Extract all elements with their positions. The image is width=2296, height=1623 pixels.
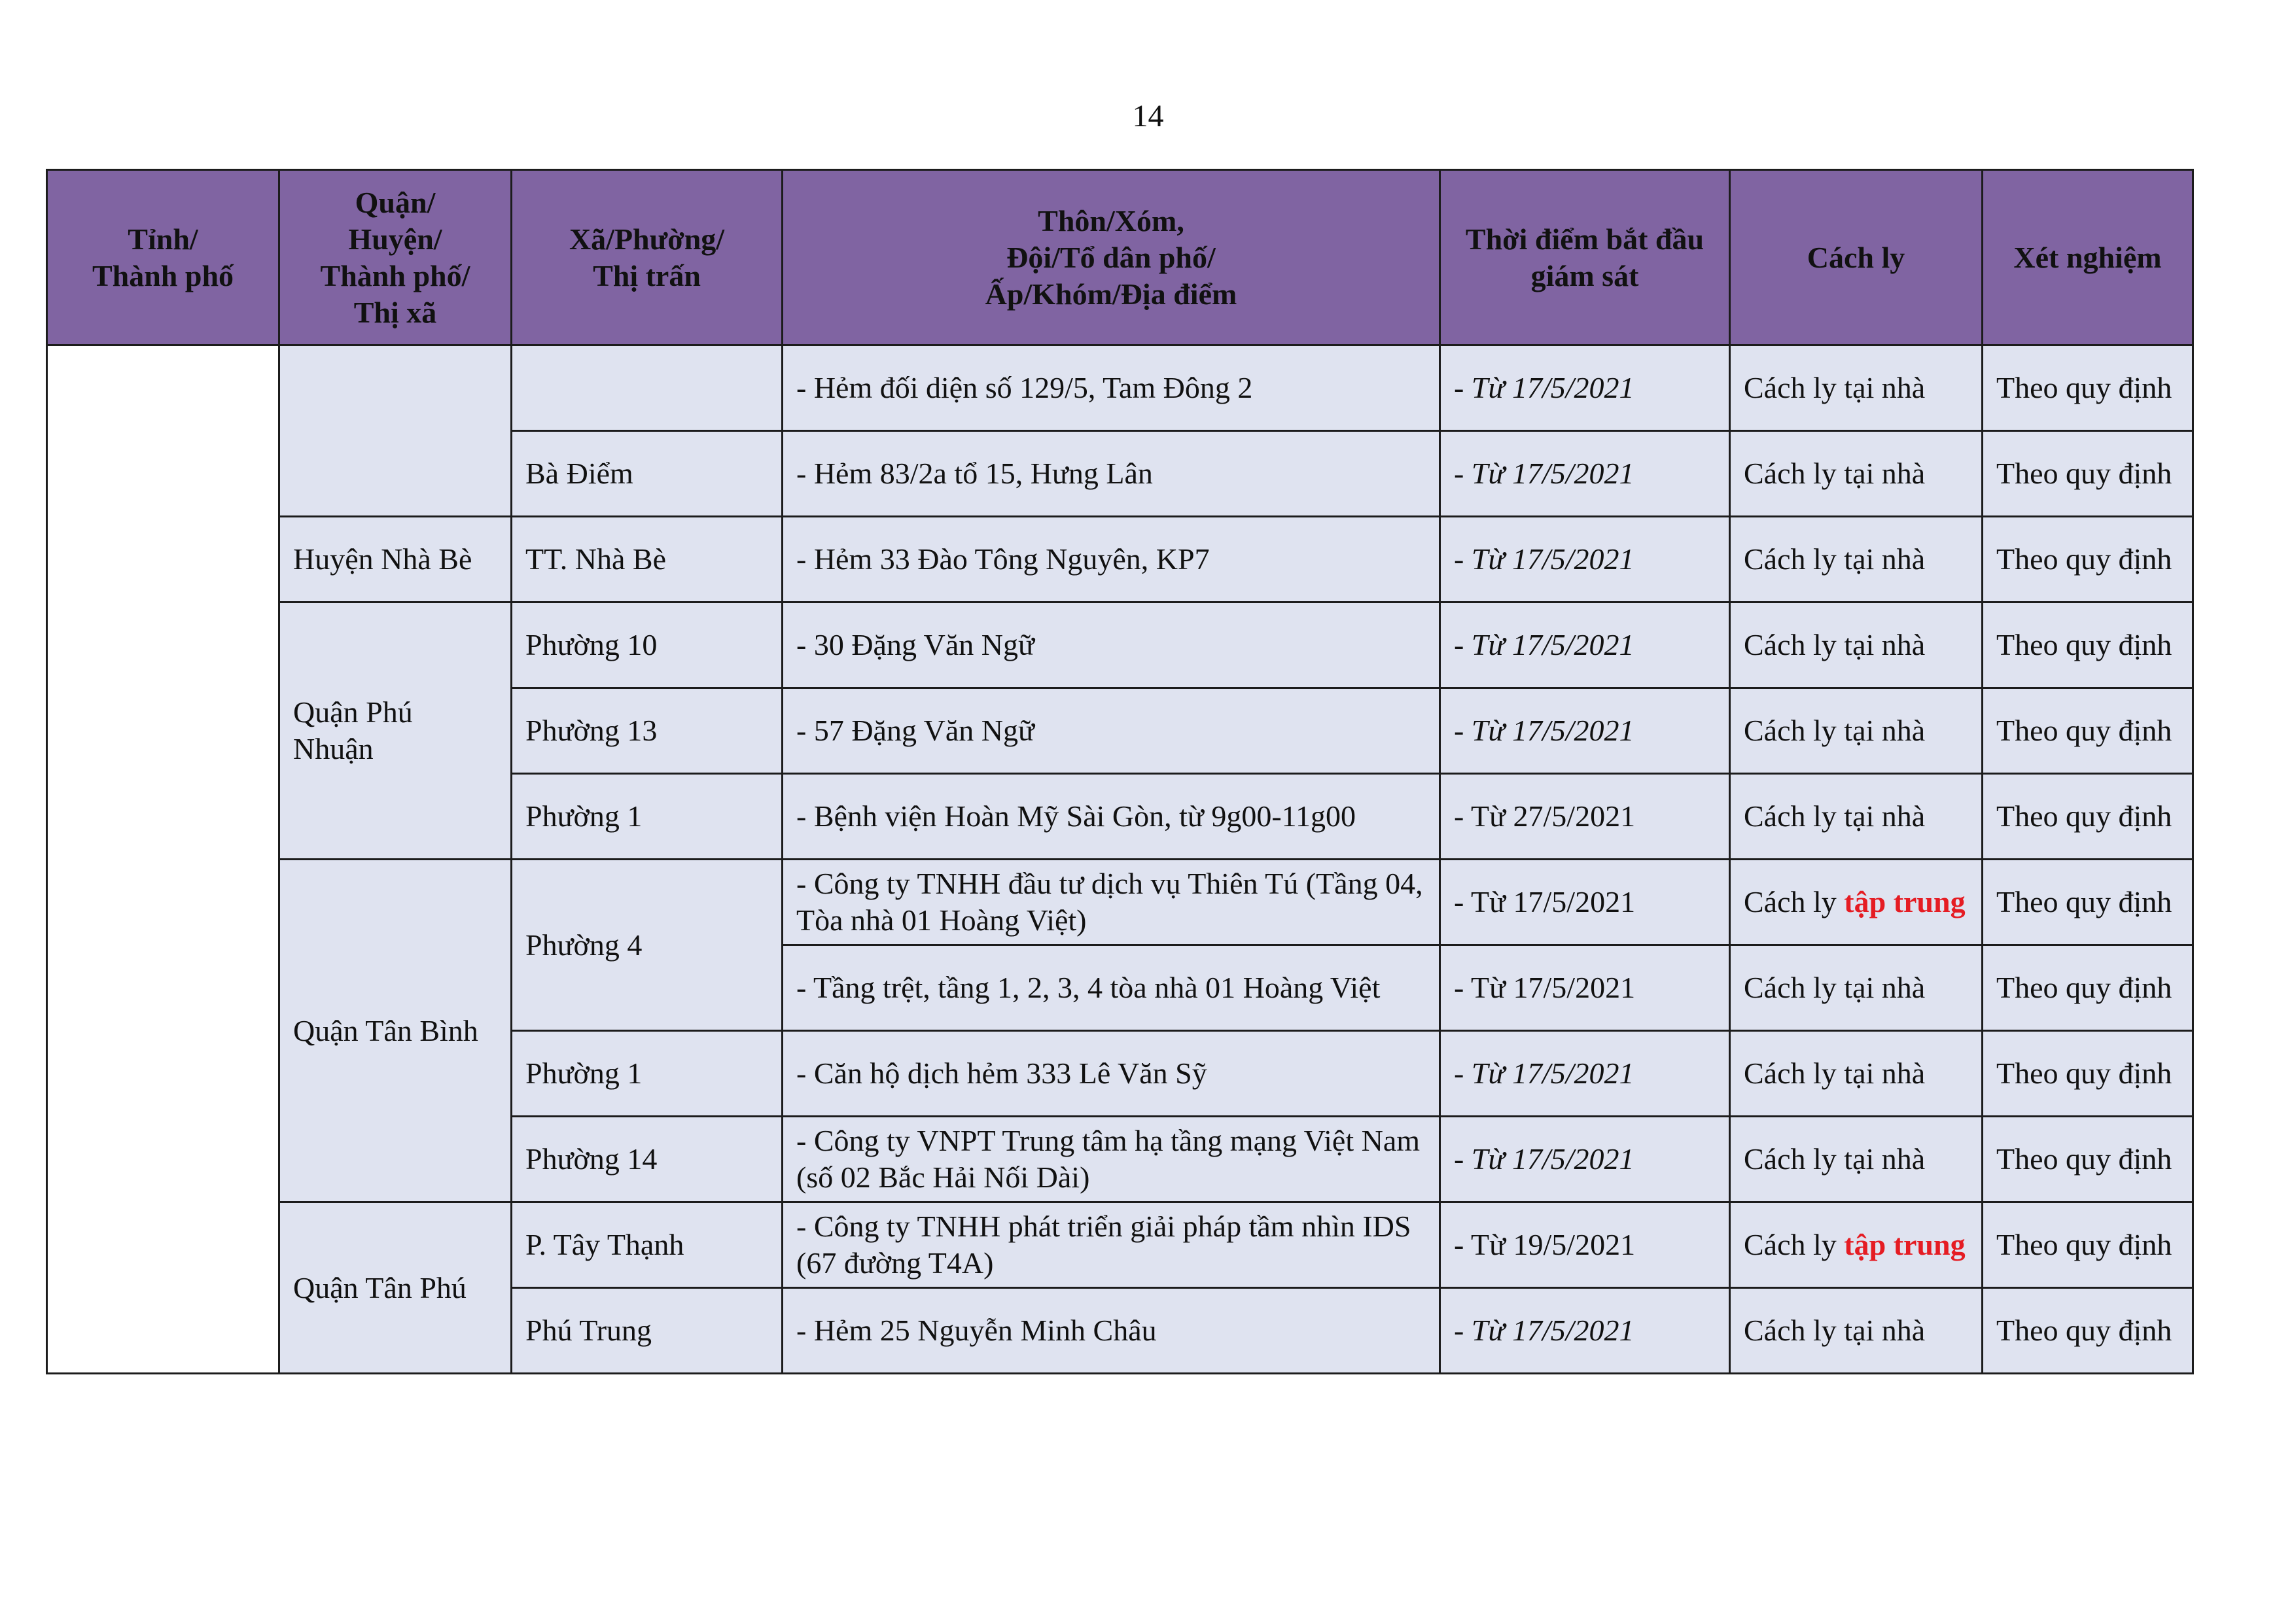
isolation-cell: Cách ly tại nhà [1730, 688, 1983, 774]
testing-cell: Theo quy định [1983, 345, 2193, 431]
testing-cell: Theo quy định [1983, 774, 2193, 860]
isolation-highlight: tập trung [1844, 885, 1966, 918]
header-location: Thôn/Xóm, Đội/Tổ dân phố/ Ấp/Khóm/Địa điểm [783, 170, 1440, 345]
location-cell: - Căn hộ dịch hẻm 333 Lê Văn Sỹ [783, 1031, 1440, 1117]
start-time-cell: - Từ 17/5/2021 [1440, 1031, 1730, 1117]
location-cell: - 57 Đặng Văn Ngữ [783, 688, 1440, 774]
start-time-cell: - Từ 17/5/2021 [1440, 602, 1730, 688]
district-cell [279, 345, 512, 517]
table-row [47, 517, 2193, 602]
page-number: 14 [1132, 99, 1164, 133]
province-cell [47, 345, 279, 1374]
header-ward: Xã/Phường/ Thị trấn [512, 170, 783, 345]
location-cell: - Hẻm 33 Đào Tông Nguyên, KP7 [783, 517, 1440, 602]
testing-cell: Theo quy định [1983, 1117, 2193, 1202]
location-cell: - Hẻm 25 Nguyễn Minh Châu [783, 1288, 1440, 1374]
location-cell: - Hẻm 83/2a tổ 15, Hưng Lân [783, 431, 1440, 517]
ward-cell: Phường 4 [512, 860, 783, 1031]
start-time-cell: - Từ 17/5/2021 [1440, 345, 1730, 431]
isolation-cell: Cách ly tại nhà [1730, 945, 1983, 1031]
district-cell: Huyện Nhà Bè [279, 517, 512, 602]
header-isolation: Cách ly [1730, 170, 1983, 345]
ward-cell: P. Tây Thạnh [512, 1202, 783, 1288]
isolation-cell: Cách ly tại nhà [1730, 602, 1983, 688]
ward-cell: Phú Trung [512, 1288, 783, 1374]
start-time-cell: - Từ 17/5/2021 [1440, 1288, 1730, 1374]
testing-cell: Theo quy định [1983, 860, 2193, 945]
isolation-prefix: Cách ly [1744, 1228, 1845, 1261]
table-row [47, 345, 2193, 431]
header-start-time: Thời điểm bắt đầu giám sát [1440, 170, 1730, 345]
district-cell: Quận Phú Nhuận [279, 602, 512, 860]
isolation-highlight: tập trung [1844, 1228, 1966, 1261]
district-cell: Quận Tân Bình [279, 860, 512, 1202]
header-district: Quận/ Huyện/ Thành phố/ Thị xã [279, 170, 512, 345]
location-cell: - Công ty TNHH đầu tư dịch vụ Thiên Tú (Tầng 04, Tòa nhà 01 Hoàng Việt) [783, 860, 1440, 945]
header-province: Tỉnh/ Thành phố [47, 170, 279, 345]
testing-cell: Theo quy định [1983, 602, 2193, 688]
isolation-cell: Cách ly tại nhà [1730, 345, 1983, 431]
testing-cell: Theo quy định [1983, 688, 2193, 774]
isolation-cell: Cách ly tại nhà [1730, 517, 1983, 602]
start-time-cell: - Từ 27/5/2021 [1440, 774, 1730, 860]
location-cell: - Bệnh viện Hoàn Mỹ Sài Gòn, từ 9g00-11g00 [783, 774, 1440, 860]
testing-cell: Theo quy định [1983, 1288, 2193, 1374]
table-row [47, 602, 2193, 688]
start-time-cell: - Từ 19/5/2021 [1440, 1202, 1730, 1288]
start-time-cell: - Từ 17/5/2021 [1440, 517, 1730, 602]
isolation-cell: Cách ly tại nhà [1730, 1031, 1983, 1117]
isolation-prefix: Cách ly [1744, 885, 1845, 918]
start-time-cell: - Từ 17/5/2021 [1440, 1117, 1730, 1202]
location-cell: - Công ty TNHH phát triển giải pháp tầm nhìn IDS (67 đường T4A) [783, 1202, 1440, 1288]
testing-cell: Theo quy định [1983, 431, 2193, 517]
ward-cell: Phường 10 [512, 602, 783, 688]
ward-cell: Phường 14 [512, 1117, 783, 1202]
isolation-cell: Cách ly tại nhà [1730, 1117, 1983, 1202]
monitoring-table [46, 169, 2194, 1374]
ward-cell: TT. Nhà Bè [512, 517, 783, 602]
ward-cell: Phường 13 [512, 688, 783, 774]
header-row [47, 170, 2193, 345]
table-row [47, 1202, 2193, 1288]
isolation-cell [1730, 860, 1983, 945]
ward-cell: Bà Điểm [512, 431, 783, 517]
location-cell: - Hẻm đối diện số 129/5, Tam Đông 2 [783, 345, 1440, 431]
ward-cell: Phường 1 [512, 1031, 783, 1117]
start-time-cell: - Từ 17/5/2021 [1440, 688, 1730, 774]
testing-cell: Theo quy định [1983, 517, 2193, 602]
ward-cell [512, 345, 783, 431]
ward-cell: Phường 1 [512, 774, 783, 860]
start-time-cell: - Từ 17/5/2021 [1440, 860, 1730, 945]
isolation-cell: Cách ly tại nhà [1730, 1288, 1983, 1374]
start-time-cell: - Từ 17/5/2021 [1440, 431, 1730, 517]
testing-cell: Theo quy định [1983, 1031, 2193, 1117]
isolation-cell: Cách ly tại nhà [1730, 431, 1983, 517]
isolation-cell [1730, 1202, 1983, 1288]
district-cell: Quận Tân Phú [279, 1202, 512, 1374]
table-row [47, 860, 2193, 945]
testing-cell: Theo quy định [1983, 1202, 2193, 1288]
location-cell: - Công ty VNPT Trung tâm hạ tầng mạng Việt Nam (số 02 Bắc Hải Nối Dài) [783, 1117, 1440, 1202]
start-time-cell: - Từ 17/5/2021 [1440, 945, 1730, 1031]
isolation-cell: Cách ly tại nhà [1730, 774, 1983, 860]
location-cell: - Tầng trệt, tầng 1, 2, 3, 4 tòa nhà 01 Hoàng Việt [783, 945, 1440, 1031]
testing-cell: Theo quy định [1983, 945, 2193, 1031]
location-cell: - 30 Đặng Văn Ngữ [783, 602, 1440, 688]
header-testing: Xét nghiệm [1983, 170, 2193, 345]
